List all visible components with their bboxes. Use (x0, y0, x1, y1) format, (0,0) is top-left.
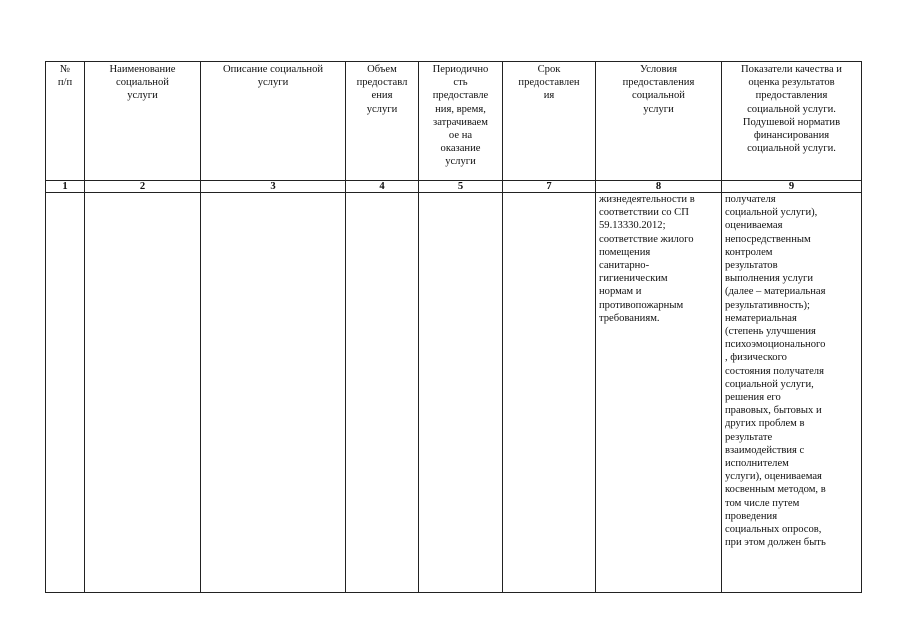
body-cell-volume (346, 193, 419, 593)
body-cell-periodicity (419, 193, 503, 593)
column-number: 3 (201, 181, 346, 193)
header-cell-quality (722, 62, 862, 181)
header-conditions-text: Условия предоставления социальной услуги (622, 64, 695, 115)
body-cell-number (46, 193, 85, 593)
body-cell-service-name (85, 193, 201, 593)
header-periodicity-text: Периодично сть предоставле ния, время, затрачиваем ое на оказание услуги (432, 64, 489, 168)
body-cell-quality: получателя социальной услуги), оцениваемая непосредственным контролем результатов выполнения услуги (далее – материальная результативность); нематериальная (степень улучшения психоэмоционального , физического состояния получателя социальной услуги, решения его правовых, бытовых и других проблем в результате взаимодействия с исполнителем услуги), оцениваемая косвенным методом, в том числе путем проведения социальных опросов, при этом должен быть (722, 193, 862, 593)
column-number: 5 (419, 181, 503, 193)
header-volume-text: Объем предоставл ения услуги (356, 64, 408, 115)
header-quality-text: Показатели качества и оценка результатов предоставления социальной услуги. Подушевой норматив финансирования социальной услуги. (741, 64, 842, 155)
table-row (46, 193, 862, 593)
header-cell-periodicity (419, 62, 503, 181)
column-number-row (46, 181, 862, 193)
column-number: 8 (596, 181, 722, 193)
body-cell-conditions: жизнедеятельности в соответствии со СП 59.13330.2012; соответствие жилого помещения санитарно- гигиеническим нормам и противопожарным требованиям. (596, 193, 722, 593)
body-cell-description (201, 193, 346, 593)
header-service-name-text: Наименование социальной услуги (109, 64, 176, 102)
column-number: 1 (46, 181, 85, 193)
body-cell-term (503, 193, 596, 593)
column-number: 9 (722, 181, 862, 193)
header-cell-term (503, 62, 596, 181)
column-number: 7 (503, 181, 596, 193)
header-number-text: № п/п (57, 64, 73, 89)
column-number: 4 (346, 181, 419, 193)
social-services-table (45, 61, 862, 593)
header-cell-description (201, 62, 346, 181)
header-cell-conditions (596, 62, 722, 181)
header-cell-number (46, 62, 85, 181)
header-description-text: Описание социальной услуги (222, 64, 324, 89)
header-cell-service-name (85, 62, 201, 181)
header-cell-volume (346, 62, 419, 181)
column-number: 2 (85, 181, 201, 193)
header-row (46, 62, 862, 181)
header-term-text: Срок предоставлен ия (518, 64, 580, 102)
